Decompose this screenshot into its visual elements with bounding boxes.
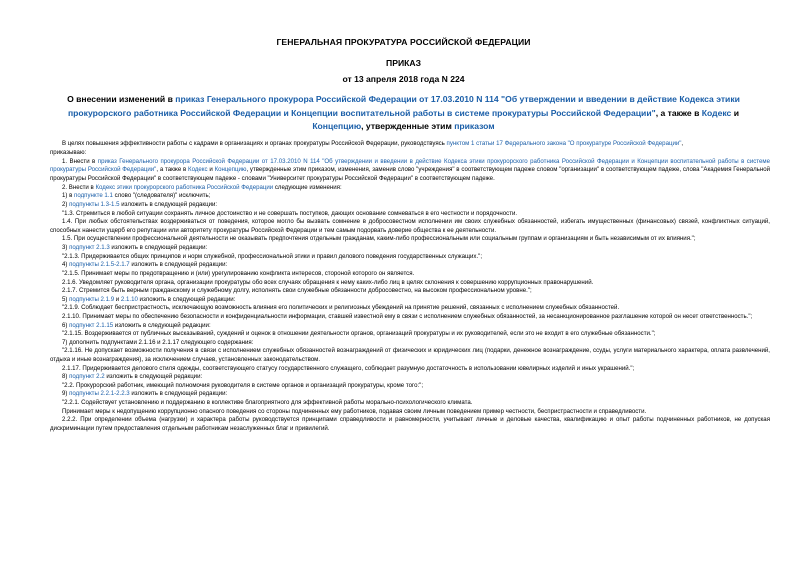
text: изложить в следующей редакции: <box>109 244 208 252</box>
paragraph: 1.5. При осуществлении профессиональной деятельности не оказывать предпочтения отдельным гражданам, каким-либо профессиональным или социальным группам и организациям и быть независимым от их влияния."; <box>62 235 696 243</box>
paragraph <box>50 244 770 253</box>
paragraph <box>50 322 770 331</box>
paragraph <box>50 184 770 193</box>
title-link-order[interactable]: приказ Генерального прокурора Российской Федерации от 17.03.2010 N 114 "Об утверждении и введении в действие Кодекса этики прокурорского работника Российской Федерации и Концепции воспитательной работы в системе прокуратуры Российской Федерации" <box>67 94 740 118</box>
link-subpoint[interactable]: подпункты 2.1.9 <box>69 295 115 303</box>
paragraph <box>50 201 770 210</box>
paragraph <box>50 158 770 184</box>
text: 8) <box>62 373 70 381</box>
title-link-code[interactable]: Кодекс <box>701 107 732 118</box>
paragraph: "2.1.15. Воздерживается от публичных высказываний, суждений и оценок в отношении деятельности органов, организаций прокуратуры и их руководителей, если это не входит в его служебные обязанности."; <box>62 330 656 338</box>
text: и <box>207 166 215 174</box>
paragraph: приказываю: <box>50 148 87 156</box>
text: 2. Внести в <box>62 183 96 191</box>
paragraph: "1.3. Стремиться в любой ситуации сохранять личное достоинство и не совершать поступков, дающих основание сомневаться в его честности и порядочности. <box>62 209 518 217</box>
header-org: ГЕНЕРАЛЬНАЯ ПРОКУРАТУРА РОССИЙСКОЙ ФЕДЕРАЦИИ <box>276 37 531 47</box>
title-text-4: , утвержденные этим <box>361 121 455 131</box>
link-subpoint[interactable]: подпункт 2.2 <box>69 373 105 381</box>
link-subpoint[interactable]: 2.1.10 <box>120 295 138 303</box>
text: 9) <box>62 390 70 398</box>
text: изложить в следующей редакции: <box>104 373 203 381</box>
link-code[interactable]: Кодекс <box>188 166 208 174</box>
text: изложить в следующей редакции: <box>137 295 236 303</box>
paragraph: 1.4. При любых обстоятельствах воздерживаться от поведения, которое могло бы вызвать сомнение в добросовестном исполнении им своих служебных обязанностей, избегать имущественных (финансовых) связей, конфликтных ситуаций, способных нанести ущерб его репутации или авторитету прокуратуры Российской Федерации и тем самым подорвать доверие общества к ее деятельности. <box>50 218 770 234</box>
text: изложить в следующей редакции: <box>113 321 211 329</box>
paragraph: "2.2. Прокурорский работник, имеющий полномочия руководителя в системе органов и организаций прокуратуры, кроме того:"; <box>62 381 424 389</box>
text: , а также в <box>156 166 189 174</box>
paragraph: 7) дополнить подпунктами 2.1.16 и 2.1.17 следующего содержания: <box>62 338 254 346</box>
link-subpoint[interactable]: подпункты 1.3-1.5 <box>69 200 120 208</box>
link-subpoint[interactable]: подпункты 2.1.5-2.1.7 <box>69 261 130 269</box>
paragraph: 2.1.10. Принимает меры по обеспечению безопасности и конфиденциальности информации, ставшей известной ему в связи с исполнением служебных обязанностей, за несанкционированное разглашение которой он несет ответственность."; <box>62 313 753 321</box>
text: слово "(следователя)" исключить; <box>112 192 211 200</box>
header-doc-type: ПРИКАЗ <box>386 58 421 68</box>
text: 5) <box>62 295 70 303</box>
document-title <box>50 93 757 134</box>
paragraph: 2.2.2. При определении объема (нагрузки) и характера работы руководствуется принципами справедливости и равномерности, учитывает личные и деловые качества, квалификацию и опыт работы подчиненных работников, не допуская дискриминации путем предоставления отдельным работникам незаслуженных благ и привилегий. <box>50 416 770 432</box>
text: 4) <box>62 261 70 269</box>
paragraph: "2.1.16. Не допускает возможности получения в связи с исполнением служебных обязанностей вознаграждений от физических и юридических лиц (подарки, денежное вознаграждение, ссуды, услуги материального характера, оплата развлечений, отдыха и иные вознаграждения), за исключением случаев, установленных законодательством. <box>50 347 770 364</box>
link-subpoint[interactable]: подпункте 1.1 <box>74 192 113 200</box>
paragraph <box>50 296 770 305</box>
text: , <box>681 140 684 147</box>
link-order[interactable]: приказ Генерального прокурора Российской Федерации от 17.03.2010 N 114 "Об утверждении и введении в действие Кодекса этики прокурорского работника Российской Федерации и Концепции воспитательной работы в системе прокуратуры Российской Федерации" <box>50 157 770 174</box>
link-concept[interactable]: Концепцию <box>214 166 247 174</box>
paragraph: "2.1.5. Принимает меры по предотвращению и (или) урегулированию конфликта интересов, стороной которого он является. <box>62 270 415 278</box>
text: 3) <box>62 244 70 252</box>
paragraph: "2.1.9. Соблюдает беспристрастность, исключающую возможность влияния его политических и религиозных убеждений на принятие решений, связанных с исполнением служебных обязанностей. <box>62 304 620 312</box>
link-ethics-code[interactable]: Кодекс этики прокурорского работника Российской Федерации <box>95 183 274 191</box>
text: и <box>114 295 121 303</box>
text: изложить в следующей редакции: <box>119 200 218 208</box>
link-subpoint[interactable]: подпункт 2.1.3 <box>69 244 110 252</box>
title-text-3: и <box>731 107 740 118</box>
title-link-concept[interactable]: Концепцию <box>312 121 362 131</box>
text: 6) <box>62 321 70 329</box>
paragraph: 2.1.6. Уведомляет руководителя органа, организации прокуратуры обо всех случаях обращения к нему каких-либо лиц в целях склонения к совершению коррупционных правонарушений. <box>62 278 594 286</box>
paragraph: "2.2.1. Содействует установлению и поддержанию в коллективе благоприятного для эффективной работы морально-психологического климата. <box>62 398 473 406</box>
document-body <box>50 140 770 433</box>
title-text-2: , а также в <box>655 107 702 118</box>
text: изложить в следующей редакции: <box>129 390 228 398</box>
paragraph <box>50 390 770 399</box>
paragraph: 2.1.7. Стремится быть верным гражданскому и служебному долгу, исполнять свои служебные обязанности добросовестно, на высоком профессиональном уровне."; <box>62 287 532 295</box>
text: В целях повышения эффективности работы с кадрами в организациях и органах прокуратуры Российской Федерации, руководствуясь <box>62 140 447 147</box>
paragraph: Принимает меры к недопущению коррупционно опасного поведения со стороны подчиненных ему работников, подавая своим личным поведением пример честности, беспристрастности и справедливости. <box>62 407 647 415</box>
paragraph <box>50 261 770 270</box>
header-date-number: от 13 апреля 2018 года N 224 <box>342 74 465 84</box>
link-law[interactable]: пунктом 1 статьи 17 Федерального закона "О прокуратуре Российской Федерации" <box>446 140 682 147</box>
text: следующие изменения: <box>273 183 342 191</box>
text: 1) в <box>62 192 75 200</box>
paragraph <box>50 140 770 149</box>
paragraph <box>50 373 770 382</box>
paragraph: "2.1.3. Придерживается общих принципов и норм служебной, профессиональной этики и правил делового поведения государственных служащих."; <box>62 252 483 260</box>
link-subpoint[interactable]: подпункт 2.1.15 <box>69 321 114 329</box>
link-subpoint[interactable]: подпункты 2.2.1-2.2.3 <box>69 390 130 398</box>
paragraph: 2.1.17. Придерживается делового стиля одежды, соответствующего статусу государственного служащего, соблюдает разумную достаточность в использовании ювелирных изделий и иных украшений."; <box>62 364 635 372</box>
text: 1. Внести в <box>62 157 98 165</box>
text: , утвержденные этим приказом, изменения, заменив слово "учреждения" в соответствующем падеже словом "организации" в соответствующем падеже, слова "Академия Генеральной прокуратуры Российской Федерации" в соответствующем падеже - словами "Университет прокуратуры Российской Федерации" в соответствующем падеже. <box>50 166 770 182</box>
title-link-order-short[interactable]: приказом <box>454 121 495 131</box>
text: 2) <box>62 200 70 208</box>
title-text-1: О внесении изменений в <box>67 94 176 104</box>
text: изложить в следующей редакции: <box>129 261 228 269</box>
paragraph <box>50 192 770 201</box>
